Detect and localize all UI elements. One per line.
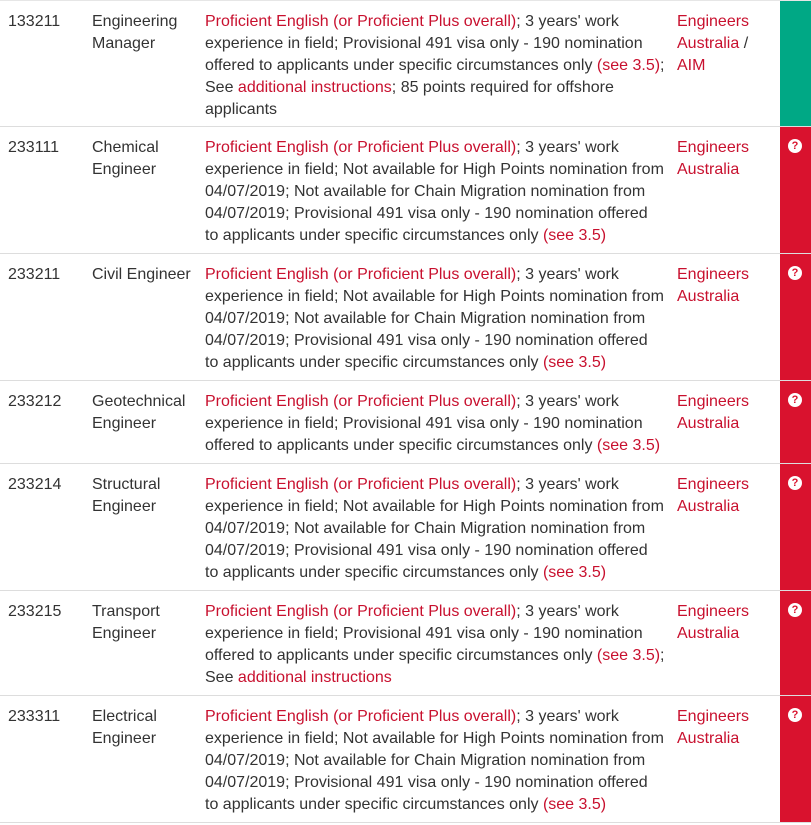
link[interactable]: Proficient English (or Proficient Plus overall) — [205, 13, 517, 30]
anzsco-code: 233311 — [8, 708, 61, 725]
conditions-text — [205, 137, 665, 247]
table-row — [0, 254, 811, 381]
occupation-name: Geotechnical Engineer — [92, 393, 186, 432]
conditions-text — [205, 11, 665, 121]
link[interactable]: Engineers Australia — [677, 603, 750, 642]
text-segment: ; 3 years' work experience in field; Provisional 491 visa only - 190 nomination offered to applicants under specific circumstances only — [205, 13, 643, 74]
anzsco-code: 233212 — [8, 393, 62, 410]
link[interactable]: Proficient English (or Proficient Plus overall) — [205, 476, 517, 493]
link[interactable]: additional instructions — [237, 79, 392, 96]
link[interactable]: Engineers Australia — [677, 708, 750, 747]
link[interactable]: (see 3.5) — [542, 796, 607, 813]
question-icon[interactable]: ? — [788, 476, 802, 490]
text-segment: ; 3 years' work experience in field; Not available for High Points nomination from 04/07/2019; Not available for Chain Migration nomination from 04/07/2019; Provisional 491 visa only - 190 nomination offered to applicants under specific circumstances only — [205, 266, 664, 371]
conditions-text — [205, 391, 665, 457]
occupation-name: Engineering Manager — [92, 13, 178, 52]
conditions-text — [205, 474, 665, 584]
assessing-authority — [677, 601, 772, 645]
assessing-authority — [677, 137, 772, 181]
conditions-text — [205, 601, 665, 689]
link[interactable]: Engineers Australia — [677, 266, 750, 305]
link[interactable]: AIM — [677, 57, 706, 74]
anzsco-code: 233214 — [8, 476, 62, 493]
status-indicator — [780, 464, 811, 590]
conditions-text — [205, 264, 665, 374]
assessing-authority — [677, 706, 772, 750]
table-row — [0, 696, 811, 823]
link[interactable]: Proficient English (or Proficient Plus overall) — [205, 139, 517, 156]
status-indicator — [780, 381, 811, 463]
status-indicator — [780, 127, 811, 253]
link[interactable]: (see 3.5) — [542, 227, 607, 244]
occupation-name: Electrical Engineer — [92, 708, 157, 747]
occupation-name: Civil Engineer — [92, 266, 191, 283]
link[interactable]: (see 3.5) — [596, 647, 661, 664]
text-segment: ; 3 years' work experience in field; Provisional 491 visa only - 190 nomination offered to applicants under specific circumstances only — [205, 603, 643, 664]
link[interactable]: (see 3.5) — [596, 437, 661, 454]
link[interactable]: Engineers Australia — [677, 393, 750, 432]
text-segment: ; 3 years' work experience in field; Provisional 491 visa only - 190 nomination offered to applicants under specific circumstances only — [205, 393, 643, 454]
link[interactable]: Engineers Australia — [677, 13, 750, 52]
link[interactable]: Proficient English (or Proficient Plus overall) — [205, 393, 517, 410]
anzsco-code: 233111 — [8, 139, 60, 156]
link[interactable]: Engineers Australia — [677, 139, 750, 178]
status-indicator — [780, 696, 811, 822]
question-icon[interactable]: ? — [788, 139, 802, 153]
link[interactable]: Proficient English (or Proficient Plus overall) — [205, 708, 517, 725]
table-row — [0, 381, 811, 464]
text-segment: ; See — [205, 647, 665, 686]
question-icon[interactable]: ? — [788, 603, 802, 617]
text-segment: ; 85 points required for offshore applicants — [205, 79, 614, 118]
link[interactable]: Proficient English (or Proficient Plus overall) — [205, 266, 517, 283]
table-row — [0, 591, 811, 696]
question-icon[interactable]: ? — [788, 266, 802, 280]
text-segment: ; 3 years' work experience in field; Not available for High Points nomination from 04/07/2019; Not available for Chain Migration nomination from 04/07/2019; Provisional 491 visa only - 190 nomination offered to applicants under specific circumstances only — [205, 139, 664, 244]
occupation-name: Transport Engineer — [92, 603, 160, 642]
text-segment: / — [739, 35, 749, 52]
table-row — [0, 127, 811, 254]
assessing-authority — [677, 474, 772, 518]
link[interactable]: Proficient English (or Proficient Plus overall) — [205, 603, 517, 620]
status-indicator — [780, 254, 811, 380]
anzsco-code: 233211 — [8, 266, 61, 283]
anzsco-code: 233215 — [8, 603, 62, 620]
occupation-name: Structural Engineer — [92, 476, 161, 515]
table-row — [0, 0, 811, 127]
question-icon[interactable]: ? — [788, 393, 802, 407]
assessing-authority — [677, 264, 772, 308]
text-segment: ; 3 years' work experience in field; Not available for High Points nomination from 04/07/2019; Not available for Chain Migration nomination from 04/07/2019; Provisional 491 visa only - 190 nomination offered to applicants under specific circumstances only — [205, 708, 664, 813]
conditions-text — [205, 706, 665, 816]
question-icon[interactable]: ? — [788, 708, 802, 722]
table-row — [0, 464, 811, 591]
status-indicator — [780, 591, 811, 695]
link[interactable]: (see 3.5) — [542, 564, 607, 581]
link[interactable]: additional instructions — [237, 669, 392, 686]
link[interactable]: Engineers Australia — [677, 476, 750, 515]
assessing-authority — [677, 11, 772, 77]
link[interactable]: (see 3.5) — [542, 354, 607, 371]
text-segment: ; 3 years' work experience in field; Not available for High Points nomination from 04/07/2019; Not available for Chain Migration nomination from 04/07/2019; Provisional 491 visa only - 190 nomination offered to applicants under specific circumstances only — [205, 476, 664, 581]
text-segment: ; See — [205, 57, 665, 96]
link[interactable]: (see 3.5) — [596, 57, 661, 74]
assessing-authority — [677, 391, 772, 435]
occupation-name: Chemical Engineer — [92, 139, 159, 178]
anzsco-code: 133211 — [8, 13, 61, 30]
status-indicator — [780, 1, 811, 126]
